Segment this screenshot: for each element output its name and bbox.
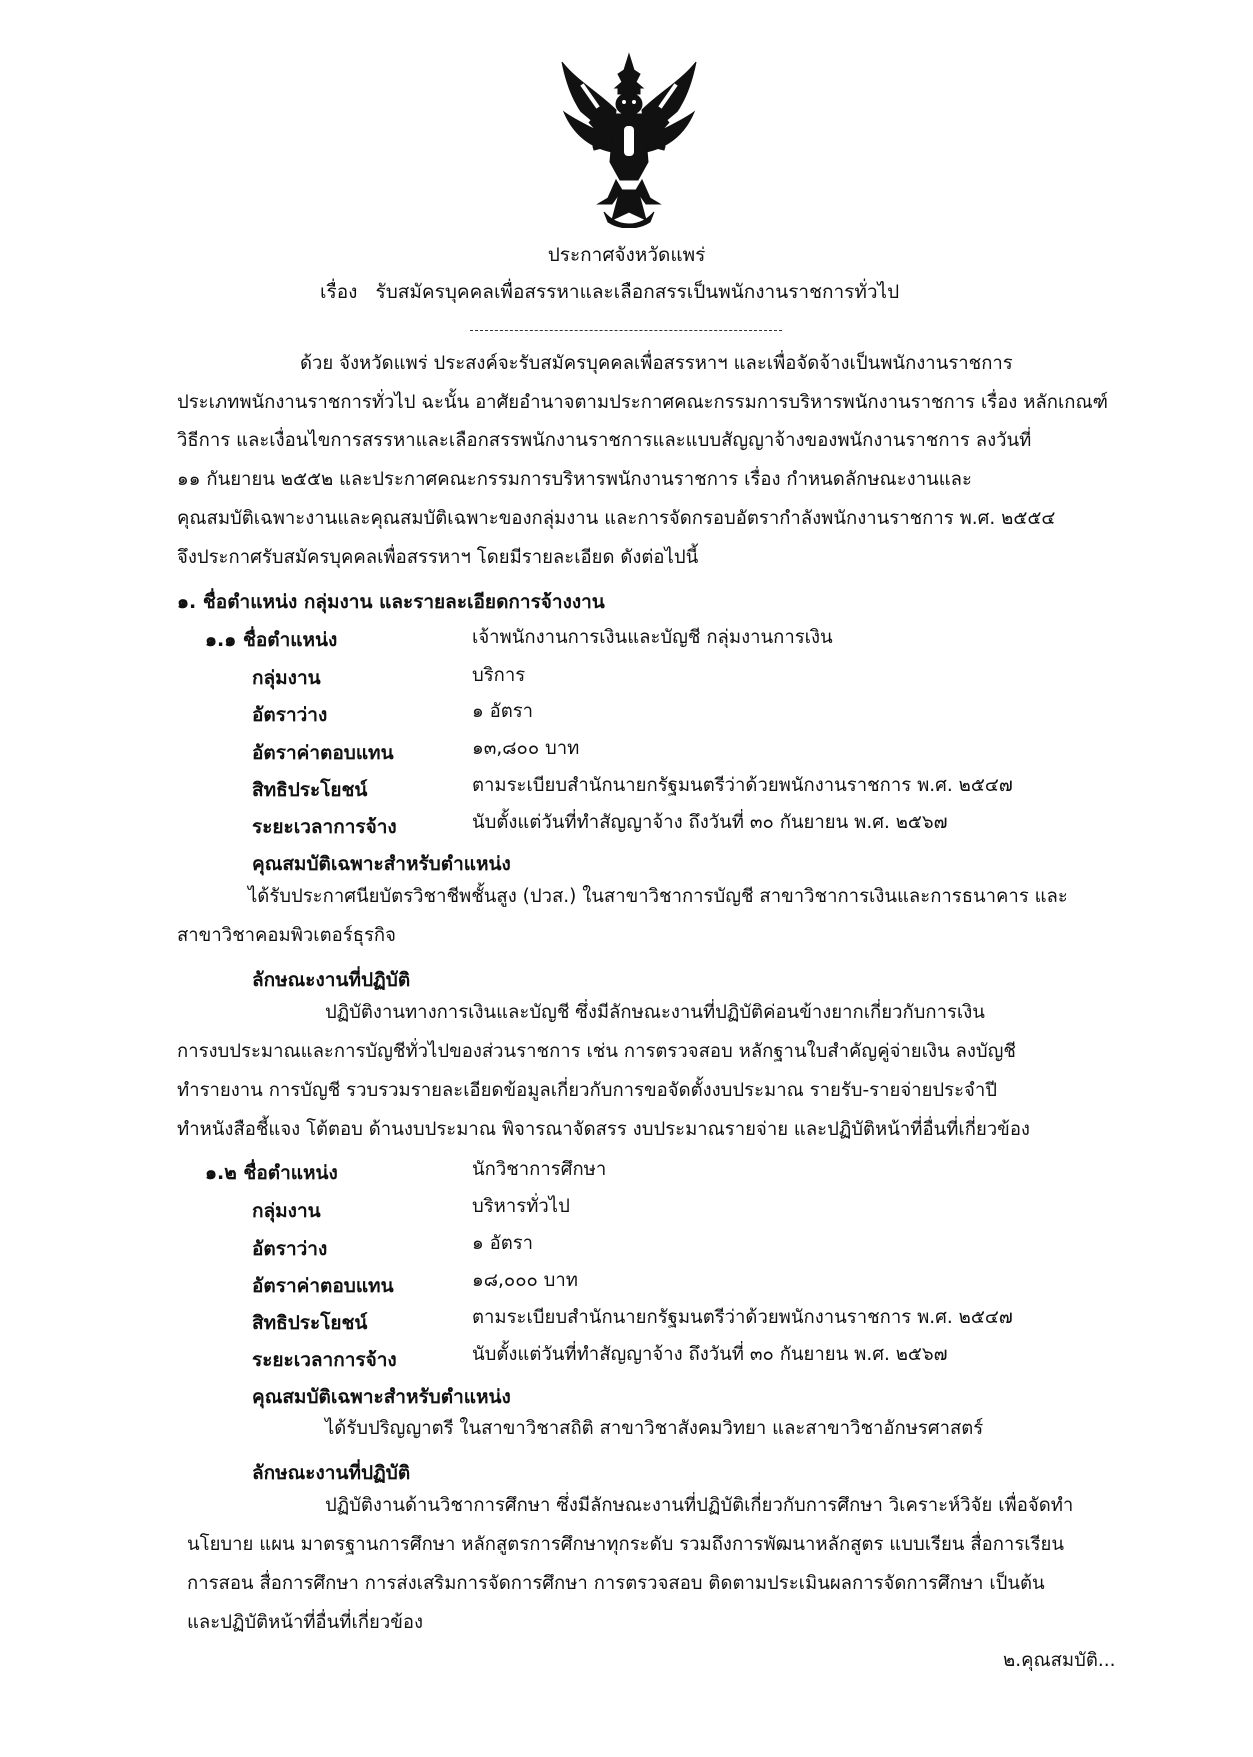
position-2-field-label: กลุ่มงาน	[252, 1200, 321, 1222]
position-2-field-value: บริหารทั่วไป	[472, 1196, 570, 1217]
position-1-qualification-line: สาขาวิชาคอมพิวเตอร์ธุรกิจ	[177, 925, 396, 946]
position-1-duty-line: ปฏิบัติงานทางการเงินและบัญชี ซึ่งมีลักษณะงานที่ปฏิบัติค่อนข้างยากเกี่ยวกับการเงิน	[325, 1002, 985, 1023]
position-1-field-value: บริการ	[472, 665, 526, 686]
position-1-duty-line: ทำหนังสือชี้แจง โต้ตอบ ด้านงบประมาณ พิจารณาจัดสรร งบประมาณรายจ่าย และปฏิบัติหน้าที่อื่นที่เกี่ยวข้อง	[177, 1119, 1030, 1140]
position-2-field-label: สิทธิประโยชน์	[252, 1312, 368, 1334]
position-2-field-value: ๑๘,๐๐๐ บาท	[472, 1270, 578, 1291]
document-title: ประกาศจังหวัดแพร่	[547, 244, 706, 266]
position-1-field-value: ตามระเบียบสำนักนายกรัฐมนตรีว่าด้วยพนักงานราชการ พ.ศ. ๒๕๔๗	[472, 775, 1013, 796]
title-divider	[470, 330, 782, 331]
position-2-duty-line: และปฏิบัติหน้าที่อื่นที่เกี่ยวข้อง	[187, 1612, 424, 1633]
continuation-note: ๒.คุณสมบัติ...	[1003, 1650, 1116, 1671]
position-2-field-value: นับตั้งแต่วันที่ทำสัญญาจ้าง ถึงวันที่ ๓๐ กันยายน พ.ศ. ๒๕๖๗	[472, 1344, 948, 1365]
intro-line-1: ด้วย จังหวัดแพร่ ประสงค์จะรับสมัครบุคคลเพื่อสรรหาฯ และเพื่อจัดจ้างเป็นพนักงานราชการ	[300, 353, 1013, 374]
position-2-duty-line: ปฏิบัติงานด้านวิชาการศึกษา ซึ่งมีลักษณะงานที่ปฏิบัติเกี่ยวกับการศึกษา วิเคราะห์วิจัย เพื่อจัดทำ	[325, 1495, 1074, 1516]
position-2-field-label: อัตราค่าตอบแทน	[252, 1275, 394, 1297]
position-2-field-label: ระยะเวลาการจ้าง	[252, 1349, 397, 1371]
position-1-duty-line: การงบประมาณและการบัญชีทั่วไปของส่วนราชการ เช่น การตรวจสอบ หลักฐานใบสำคัญคู่จ่ายเงิน ลงบัญชี	[177, 1041, 1016, 1062]
position-2-qualification-line: ได้รับปริญญาตรี ในสาขาวิชาสถิติ สาขาวิชาสังคมวิทยา และสาขาวิชาอักษรศาสตร์	[325, 1418, 984, 1439]
position-1-duty-heading: ลักษณะงานที่ปฏิบัติ	[252, 969, 411, 991]
position-1-field-value: ๑ อัตรา	[472, 701, 534, 722]
position-1-field-value: ๑๓,๘๐๐ บาท	[472, 738, 580, 759]
subject-text: รับสมัครบุคคลเพื่อสรรหาและเลือกสรรเป็นพนักงานราชการทั่วไป	[375, 281, 900, 303]
subject-label: เรื่อง	[320, 281, 358, 303]
intro-line-5: คุณสมบัติเฉพาะงานและคุณสมบัติเฉพาะของกลุ่มงาน และการจัดกรอบอัตรากำลังพนักงานราชการ พ.ศ. ๒๕๕๔	[177, 508, 1056, 529]
position-1-field-label: สิทธิประโยชน์	[252, 779, 368, 801]
position-2-field-value: ตามระเบียบสำนักนายกรัฐมนตรีว่าด้วยพนักงานราชการ พ.ศ. ๒๕๔๗	[472, 1307, 1013, 1328]
position-1-field-label: อัตราว่าง	[252, 704, 328, 726]
intro-line-4: ๑๑ กันยายน ๒๕๕๒ และประกาศคณะกรรมการบริหารพนักงานราชการ เรื่อง กำหนดลักษณะงานและ	[177, 469, 972, 490]
position-2-field-value: ๑ อัตรา	[472, 1233, 534, 1254]
intro-line-6: จึงประกาศรับสมัครบุคคลเพื่อสรรหาฯ โดยมีรายละเอียด ดังต่อไปนี้	[177, 547, 699, 568]
position-2-duty-line: นโยบาย แผน มาตรฐานการศึกษา หลักสูตรการศึกษาทุกระดับ รวมถึงการพัฒนาหลักสูตร แบบเรียน สื่อการเรียน	[187, 1534, 1064, 1555]
position-1-qualification-line: ได้รับประกาศนียบัตรวิชาชีพชั้นสูง (ปวส.) ในสาขาวิชาการบัญชี สาขาวิชาการเงินและการธนาคาร และ	[248, 886, 1068, 907]
position-2-duty-line: การสอน สื่อการศึกษา การส่งเสริมการจัดการศึกษา การตรวจสอบ ติดตามประเมินผลการจัดการศึกษา เป็นต้น	[187, 1573, 1045, 1594]
position-1-qualification-heading: คุณสมบัติเฉพาะสำหรับตำแหน่ง	[252, 853, 511, 875]
position-1-duty-line: ทำรายงาน การบัญชี รวบรวมรายละเอียดข้อมูลเกี่ยวกับการขอจัดตั้งงบประมาณ รายรับ-รายจ่ายประจำปี	[177, 1080, 998, 1101]
position-1-field-label: ระยะเวลาการจ้าง	[252, 816, 397, 838]
intro-line-2: ประเภทพนักงานราชการทั่วไป ฉะนั้น อาศัยอำนาจตามประกาศคณะกรรมการบริหารพนักงานราชการ เรื่อง หลักเกณฑ์	[177, 392, 1108, 413]
position-1-field-label: กลุ่มงาน	[252, 667, 321, 689]
section-1-heading: ๑. ชื่อตำแหน่ง กลุ่มงาน และรายละเอียดการจ้างงาน	[177, 591, 605, 613]
subject-line	[320, 277, 899, 307]
position-2-name: นักวิชาการศึกษา	[472, 1159, 607, 1180]
position-2-qualification-heading: คุณสมบัติเฉพาะสำหรับตำแหน่ง	[252, 1386, 511, 1408]
position-2-field-label: อัตราว่าง	[252, 1238, 328, 1260]
position-1-field-value: นับตั้งแต่วันที่ทำสัญญาจ้าง ถึงวันที่ ๓๐ กันยายน พ.ศ. ๒๕๖๗	[472, 812, 948, 833]
position-2-number: ๑.๒ ชื่อตำแหน่ง	[205, 1162, 338, 1184]
garuda-emblem-icon	[558, 52, 700, 228]
intro-line-3: วิธีการ และเงื่อนไขการสรรหาและเลือกสรรพนักงานราชการและแบบสัญญาจ้างของพนักงานราชการ ลงวันที่	[177, 430, 1032, 451]
position-2-duty-heading: ลักษณะงานที่ปฏิบัติ	[252, 1462, 411, 1484]
position-1-number: ๑.๑ ชื่อตำแหน่ง	[205, 629, 338, 651]
position-1-name: เจ้าพนักงานการเงินและบัญชี กลุ่มงานการเงิน	[472, 627, 833, 648]
position-1-field-label: อัตราค่าตอบแทน	[252, 742, 394, 764]
